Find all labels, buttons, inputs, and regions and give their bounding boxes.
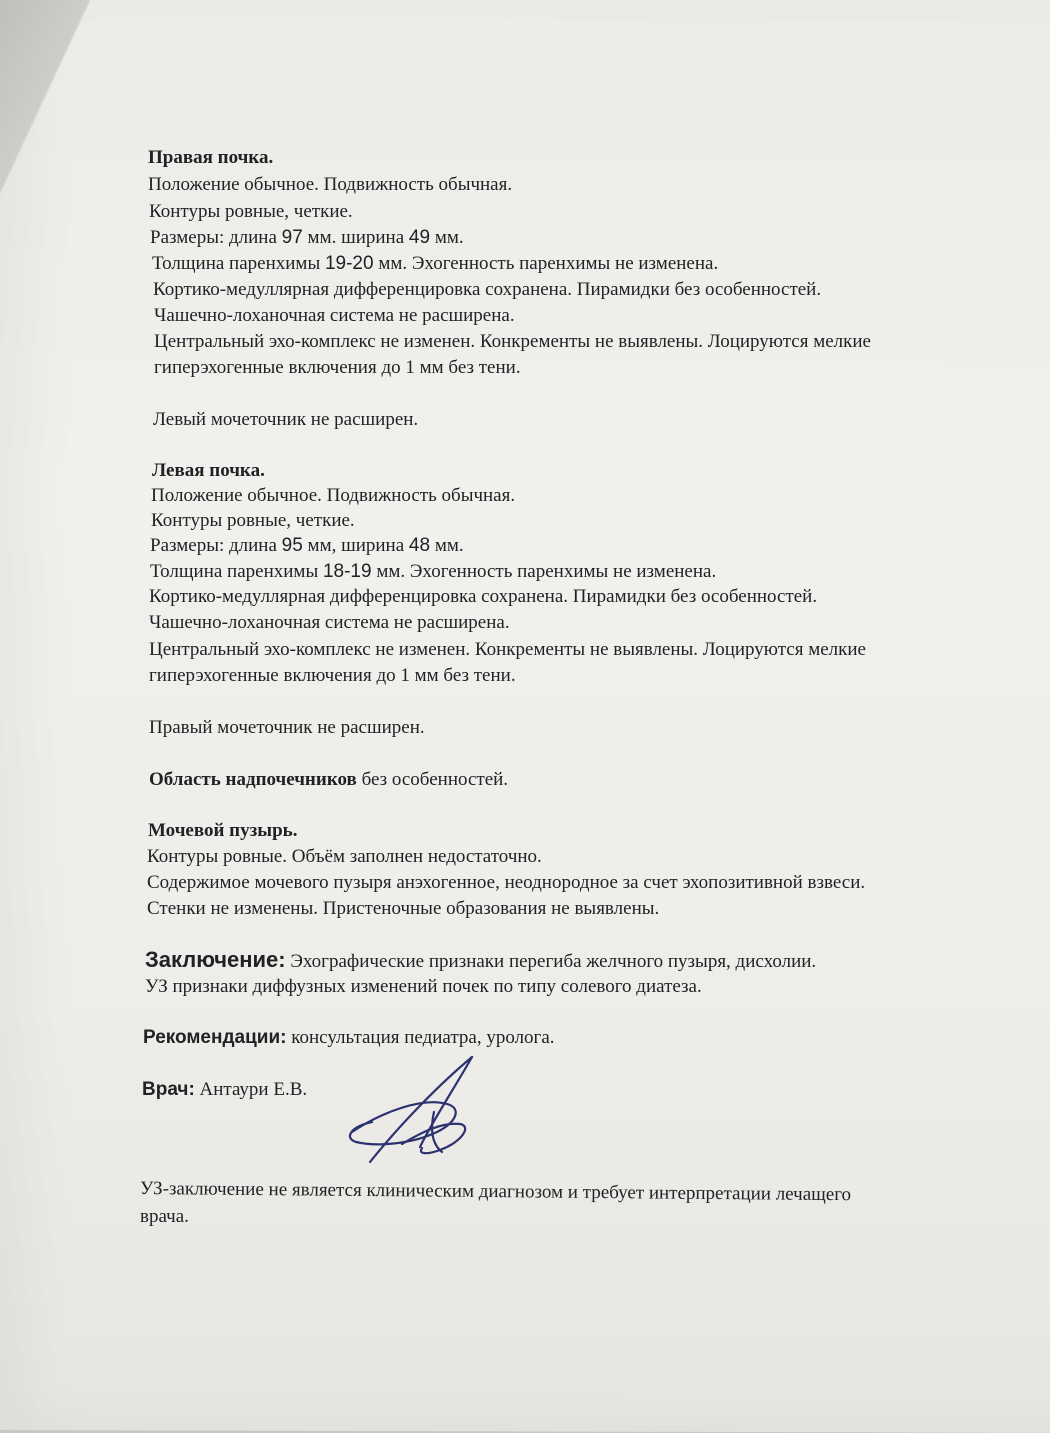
right-kidney-size-mid: мм. ширина — [307, 227, 405, 248]
adrenal-label: Область надпочечников — [149, 769, 357, 790]
right-kidney-central-echo-1: Центральный эхо-комплекс не изменен. Конкременты не выявлены. Лоцируются мелкие — [154, 331, 871, 352]
right-kidney-heading: Правая почка. — [148, 147, 274, 168]
adrenal-line — [149, 768, 508, 792]
left-kidney-length: 95 — [281, 535, 303, 556]
left-kidney-parenchyma-suffix: мм. Эхогенность паренхимы не изменена. — [376, 561, 717, 582]
doctor-line — [142, 1078, 307, 1102]
bladder-line-3: Стенки не изменены. Пристеночные образования не выявлены. — [147, 898, 660, 919]
right-kidney-size-prefix: Размеры: длина — [150, 227, 277, 248]
left-kidney-parenchyma — [150, 560, 716, 584]
right-kidney-width: 49 — [408, 227, 431, 248]
conclusion-line-1 — [145, 948, 816, 974]
left-kidney-parenchyma-value: 18-19 — [322, 561, 372, 582]
left-kidney-pelvicalyceal: Чашечно-лоханочная система не расширена. — [149, 612, 510, 633]
right-kidney-central-echo-2: гиперэхогенные включения до 1 мм без тени. — [154, 357, 521, 378]
right-kidney-corticomedullary: Кортико-медуллярная дифференцировка сохранена. Пирамидки без особенностей. — [153, 279, 822, 300]
right-kidney-contours: Контуры ровные, четкие. — [149, 201, 353, 222]
right-kidney-size — [150, 226, 464, 250]
right-kidney-parenchyma-prefix: Толщина паренхимы — [152, 253, 321, 274]
disclaimer-line-2: врача. — [140, 1206, 189, 1227]
recommendations-text: консультация педиатра, уролога. — [291, 1027, 555, 1048]
bladder-heading: Мочевой пузырь. — [148, 820, 298, 841]
left-kidney-width: 48 — [408, 535, 431, 556]
left-kidney-contours: Контуры ровные, четкие. — [151, 510, 355, 531]
bladder-line-2: Содержимое мочевого пузыря анэхогенное, неоднородное за счет эхопозитивной взвеси. — [147, 872, 866, 893]
doctor-label: Врач: — [142, 1079, 195, 1100]
right-kidney-length: 97 — [281, 227, 303, 248]
doctor-name: Антаури Е.В. — [199, 1079, 308, 1100]
left-kidney-size-suffix: мм. — [434, 535, 464, 556]
left-kidney-position: Положение обычное. Подвижность обычная. — [151, 485, 516, 506]
conclusion-line-2: УЗ признаки диффузных изменений почек по типу солевого диатеза. — [145, 976, 702, 997]
left-kidney-corticomedullary: Кортико-медуллярная дифференцировка сохранена. Пирамидки без особенностей. — [149, 586, 818, 607]
left-kidney-central-echo-1: Центральный эхо-комплекс не изменен. Конкременты не выявлены. Лоцируются мелкие — [149, 639, 866, 660]
conclusion-label: Заключение: — [145, 947, 286, 972]
recommendations-label: Рекомендации: — [143, 1027, 287, 1048]
doctor-signature — [342, 1052, 482, 1177]
right-kidney-pelvicalyceal: Чашечно-лоханочная система не расширена. — [154, 305, 515, 326]
left-kidney-parenchyma-prefix: Толщина паренхимы — [150, 561, 319, 582]
left-kidney-size-mid: мм, ширина — [307, 535, 405, 556]
left-ureter-note: Левый мочеточник не расширен. — [153, 409, 419, 430]
right-ureter-note: Правый мочеточник не расширен. — [149, 717, 425, 738]
right-kidney-parenchyma — [152, 252, 718, 276]
left-kidney-size-prefix: Размеры: длина — [150, 535, 277, 556]
left-kidney-size — [150, 534, 464, 558]
right-kidney-parenchyma-value: 19-20 — [324, 253, 374, 274]
left-kidney-central-echo-2: гиперэхогенные включения до 1 мм без тени. — [149, 665, 516, 686]
right-kidney-size-suffix: мм. — [434, 227, 464, 248]
disclaimer-line-1: УЗ-заключение не является клиническим диагнозом и требует интерпретации лечащего — [139, 1178, 852, 1206]
bladder-line-1: Контуры ровные. Объём заполнен недостаточно. — [147, 846, 542, 867]
recommendations-line — [143, 1026, 555, 1050]
right-kidney-parenchyma-suffix: мм. Эхогенность паренхимы не изменена. — [378, 253, 719, 274]
adrenal-text: без особенностей. — [361, 769, 509, 790]
right-kidney-position: Положение обычное. Подвижность обычная. — [148, 174, 513, 195]
conclusion-text-1: Эхографические признаки перегиба желчного пузыря, дисхолии. — [290, 951, 817, 972]
left-kidney-heading: Левая почка. — [152, 460, 265, 481]
